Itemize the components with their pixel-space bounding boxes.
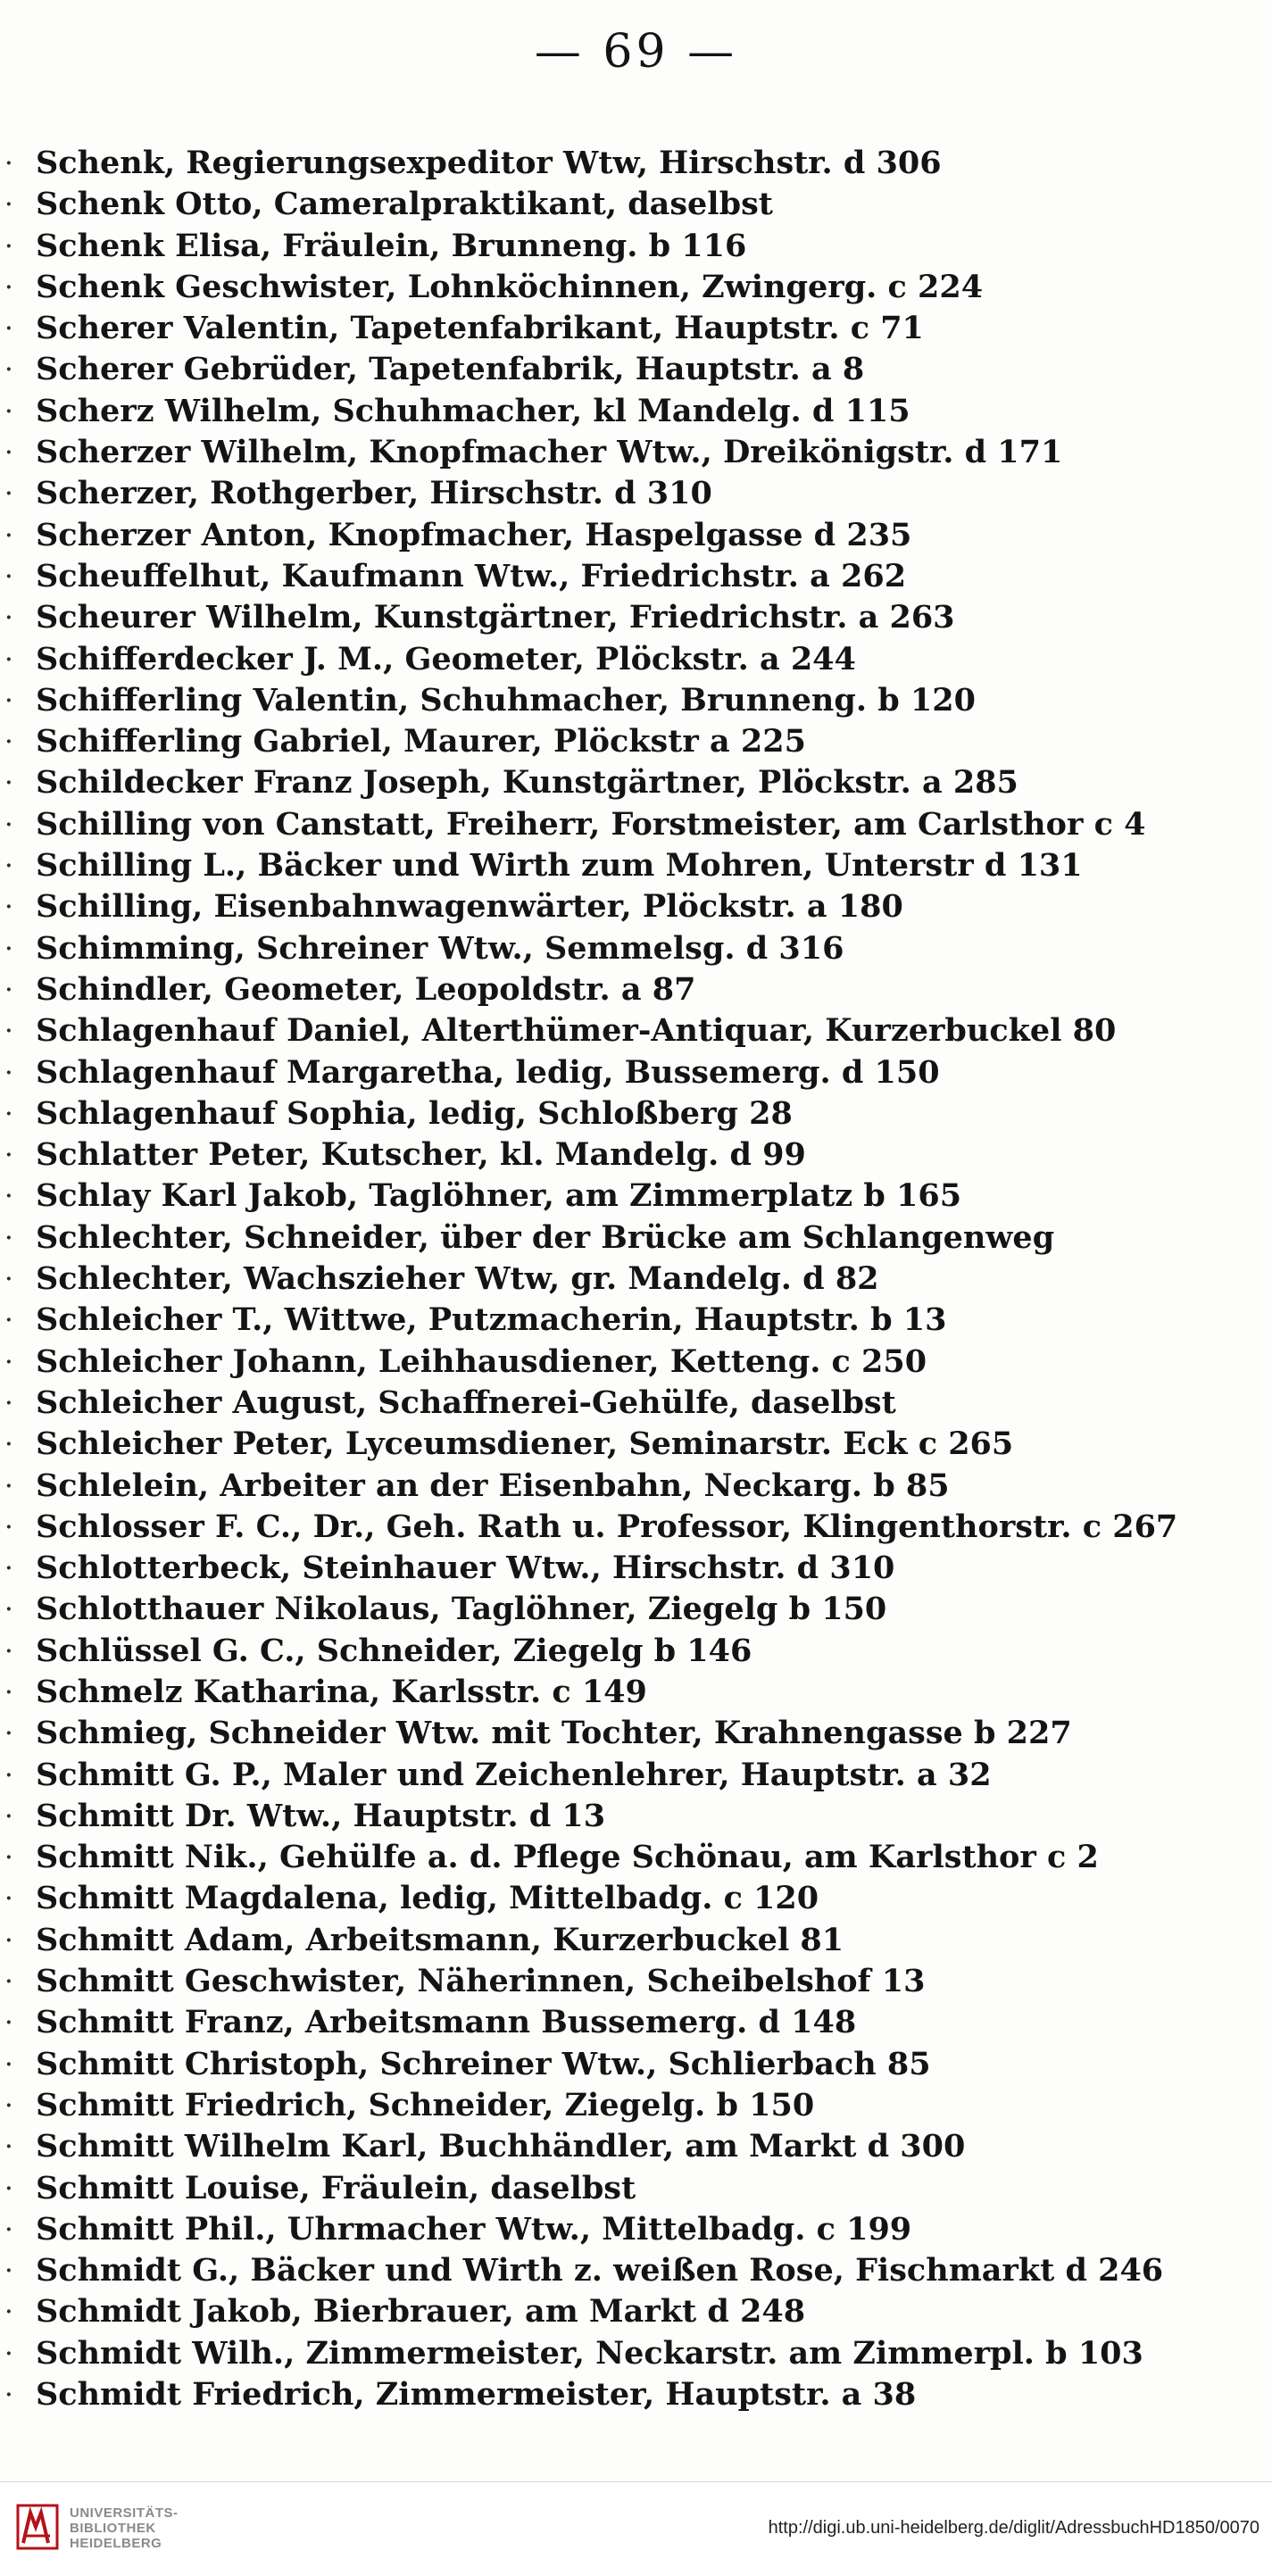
margin-mark: · xyxy=(5,1060,12,1084)
directory-entry xyxy=(5,143,1250,184)
entry-text: Schlechter, Wachszieher Wtw, gr. Mandelg. d 82 xyxy=(36,1260,879,1298)
entry-text: Schenk Elisa, Fräulein, Brunneng. b 116 xyxy=(36,227,747,264)
directory-entry xyxy=(5,2126,1250,2167)
margin-mark: · xyxy=(5,1887,12,1911)
entry-text: Schmitt Franz, Arbeitsmann Bussemerg. d 148 xyxy=(36,2004,857,2041)
entry-text: Schilling von Canstatt, Freiherr, Forstmeister, am Carlsthor c 4 xyxy=(36,805,1146,843)
directory-entry xyxy=(5,1755,1250,1796)
directory-entry xyxy=(5,721,1250,762)
entry-text: Schildecker Franz Joseph, Kunstgärtner, Plöckstr. a 285 xyxy=(36,764,1018,802)
directory-entry xyxy=(5,1672,1250,1713)
library-footer xyxy=(0,2482,1272,2576)
margin-mark: · xyxy=(5,812,12,836)
margin-mark: · xyxy=(5,1928,12,1952)
directory-entry xyxy=(5,1466,1250,1507)
directory-entry xyxy=(5,2044,1250,2085)
entry-text: Schlotterbeck, Steinhauer Wtw., Hirschstr. d 310 xyxy=(36,1550,895,1587)
entry-text: Schmitt Friedrich, Schneider, Ziegelg. b 150 xyxy=(36,2086,815,2123)
margin-mark: · xyxy=(5,1309,12,1333)
margin-mark: · xyxy=(5,1598,12,1622)
entry-text: Schindler, Geometer, Leopoldstr. a 87 xyxy=(36,970,696,1008)
margin-mark: · xyxy=(5,1350,12,1374)
directory-entry xyxy=(5,2209,1250,2250)
directory-entry xyxy=(5,2291,1250,2332)
entry-text: Schifferling Gabriel, Maurer, Plöckstr a 225 xyxy=(36,723,806,760)
entry-text: Schmitt Magdalena, ledig, Mittelbadg. c 120 xyxy=(36,1880,819,1917)
library-name-line-2: BIBLIOTHEK xyxy=(70,2521,156,2536)
margin-mark: · xyxy=(5,1391,12,1415)
margin-mark: · xyxy=(5,977,12,1001)
directory-entry xyxy=(5,1589,1250,1630)
margin-mark: · xyxy=(5,317,12,341)
margin-mark: · xyxy=(5,688,12,712)
directory-entry xyxy=(5,804,1250,845)
margin-mark: · xyxy=(5,2259,12,2283)
directory-entry xyxy=(5,1259,1250,1300)
directory-entry xyxy=(5,762,1250,803)
margin-mark: · xyxy=(5,2093,12,2117)
entry-text: Scherz Wilhelm, Schuhmacher, kl Mandelg. d 115 xyxy=(36,392,910,429)
entry-text: Schenk Geschwister, Lohnköchinnen, Zwingerg. c 224 xyxy=(36,268,984,305)
entry-text: Schmitt Adam, Arbeitsmann, Kurzerbuckel 81 xyxy=(36,1921,844,1958)
directory-entry xyxy=(5,928,1250,969)
entry-text: Scherer Gebrüder, Tapetenfabrik, Hauptstr. a 8 xyxy=(36,351,865,388)
entry-text: Schlagenhauf Daniel, Alterthümer-Antiquar, Kurzerbuckel 80 xyxy=(36,1012,1117,1050)
margin-mark: · xyxy=(5,1433,12,1457)
margin-mark: · xyxy=(5,1639,12,1663)
directory-entry xyxy=(5,349,1250,390)
entry-text: Scherzer Anton, Knopfmacher, Haspelgasse d 235 xyxy=(36,516,912,553)
entry-text: Schlagenhauf Margaretha, ledig, Bussemerg. d 150 xyxy=(36,1053,940,1091)
entry-text: Schmidt Jakob, Bierbrauer, am Markt d 248 xyxy=(36,2293,806,2331)
margin-mark: · xyxy=(5,2135,12,2159)
directory-entry xyxy=(5,556,1250,597)
margin-mark: · xyxy=(5,1184,12,1209)
entry-text: Schlechter, Schneider, über der Brücke am Schlangenweg xyxy=(36,1218,1055,1256)
entry-text: Schmitt Geschwister, Näherinnen, Scheibelshof 13 xyxy=(36,1963,926,2000)
margin-mark: · xyxy=(5,152,12,175)
margin-mark: · xyxy=(5,441,12,465)
directory-entry xyxy=(5,2333,1250,2374)
entry-text: Schenk Otto, Cameralpraktikant, daselbst xyxy=(36,186,773,223)
margin-mark: · xyxy=(5,1763,12,1787)
university-library-logo-icon xyxy=(16,2500,59,2552)
directory-entry xyxy=(5,2250,1250,2291)
directory-entry xyxy=(5,308,1250,349)
entry-text: Schlatter Peter, Kutscher, kl. Mandelg. d 99 xyxy=(36,1136,806,1174)
margin-mark: · xyxy=(5,523,12,547)
entry-text: Schlotthauer Nikolaus, Taglöhner, Ziegelg b 150 xyxy=(36,1591,887,1628)
margin-mark: · xyxy=(5,1267,12,1292)
margin-mark: · xyxy=(5,2176,12,2200)
library-name xyxy=(70,2505,179,2551)
entry-text: Schleicher Peter, Lyceumsdiener, Seminarstr. Eck c 265 xyxy=(36,1425,1014,1463)
entry-text: Schlosser F. C., Dr., Geh. Rath u. Professor, Klingenthorstr. c 267 xyxy=(36,1508,1178,1545)
margin-mark: · xyxy=(5,2217,12,2241)
page-number: — 69 — xyxy=(534,25,738,79)
entry-text: Schifferling Valentin, Schuhmacher, Brunneng. b 120 xyxy=(36,681,976,719)
directory-entry xyxy=(5,1548,1250,1589)
entry-text: Schmidt G., Bäcker und Wirth z. weißen Rose, Fischmarkt d 246 xyxy=(36,2252,1164,2289)
directory-entry xyxy=(5,1052,1250,1093)
margin-mark: · xyxy=(5,936,12,960)
entry-text: Schilling L., Bäcker und Wirth zum Mohren, Unterstr d 131 xyxy=(36,847,1083,885)
directory-entry xyxy=(5,845,1250,886)
margin-mark: · xyxy=(5,1970,12,1994)
entry-text: Schmitt Nik., Gehülfe a. d. Pflege Schönau, am Karlsthor c 2 xyxy=(36,1839,1099,1876)
margin-mark: · xyxy=(5,606,12,630)
margin-mark: · xyxy=(5,399,12,423)
entry-text: Schlay Karl Jakob, Taglöhner, am Zimmerplatz b 165 xyxy=(36,1177,962,1215)
entry-list xyxy=(5,143,1250,2415)
margin-mark: · xyxy=(5,193,12,217)
directory-entry xyxy=(5,515,1250,556)
directory-entry xyxy=(5,1713,1250,1754)
directory-entry xyxy=(5,1010,1250,1051)
margin-mark: · xyxy=(5,854,12,878)
margin-mark: · xyxy=(5,1515,12,1539)
directory-entry xyxy=(5,1507,1250,1548)
directory-entry xyxy=(5,886,1250,927)
entry-text: Schmitt Phil., Uhrmacher Wtw., Mittelbadg. c 199 xyxy=(36,2210,912,2248)
margin-mark: · xyxy=(5,2341,12,2365)
margin-mark: · xyxy=(5,730,12,754)
entry-text: Schmitt Christoph, Schreiner Wtw., Schlierbach 85 xyxy=(36,2045,931,2082)
directory-entry xyxy=(5,473,1250,514)
margin-mark: · xyxy=(5,771,12,795)
directory-entry xyxy=(5,680,1250,721)
entry-text: Schimming, Schreiner Wtw., Semmelsg. d 316 xyxy=(36,929,844,967)
margin-mark: · xyxy=(5,2383,12,2407)
directory-entry xyxy=(5,184,1250,225)
entry-text: Schmitt Dr. Wtw., Hauptstr. d 13 xyxy=(36,1797,606,1834)
directory-entry xyxy=(5,1217,1250,1259)
margin-mark: · xyxy=(5,234,12,258)
margin-mark: · xyxy=(5,1722,12,1746)
margin-mark: · xyxy=(5,275,12,299)
entry-text: Scherer Valentin, Tapetenfabrikant, Hauptstr. c 71 xyxy=(36,310,924,347)
directory-entry xyxy=(5,639,1250,680)
directory-entry xyxy=(5,1424,1250,1465)
margin-mark: · xyxy=(5,1557,12,1581)
margin-mark: · xyxy=(5,1474,12,1498)
directory-entry xyxy=(5,597,1250,638)
directory-entry xyxy=(5,1961,1250,2002)
margin-mark: · xyxy=(5,1226,12,1250)
entry-text: Schleicher Johann, Leihhausdiener, Ketteng. c 250 xyxy=(36,1342,927,1380)
library-name-line-1: UNIVERSITÄTS- xyxy=(70,2505,179,2521)
directory-entry xyxy=(5,2002,1250,2043)
directory-entry xyxy=(5,1134,1250,1176)
source-url-link[interactable]: http://digi.ub.uni-heidelberg.de/diglit/AdressbuchHD1850/0070 xyxy=(768,2518,1260,2538)
directory-entry xyxy=(5,1383,1250,1424)
directory-entry xyxy=(5,2374,1250,2415)
entry-text: Schifferdecker J. M., Geometer, Plöckstr. a 244 xyxy=(36,640,856,677)
directory-entry xyxy=(5,1342,1250,1383)
margin-mark: · xyxy=(5,1846,12,1870)
entry-text: Schmitt Louise, Fräulein, daselbst xyxy=(36,2169,636,2206)
entry-text: Schleicher August, Schaffnerei-Gehülfe, daselbst xyxy=(36,1384,896,1421)
entry-text: Schlagenhauf Sophia, ledig, Schloßberg 28 xyxy=(36,1094,793,1132)
margin-mark: · xyxy=(5,358,12,382)
entry-text: Schmelz Katharina, Karlsstr. c 149 xyxy=(36,1673,647,1710)
directory-entry xyxy=(5,1176,1250,1217)
directory-entry xyxy=(5,1631,1250,1672)
directory-entry xyxy=(5,226,1250,267)
margin-mark: · xyxy=(5,1143,12,1168)
margin-mark: · xyxy=(5,1019,12,1043)
directory-entry xyxy=(5,2168,1250,2209)
directory-entry xyxy=(5,267,1250,308)
margin-mark: · xyxy=(5,2052,12,2076)
margin-mark: · xyxy=(5,2300,12,2324)
directory-entry xyxy=(5,432,1250,473)
margin-mark: · xyxy=(5,2011,12,2035)
directory-entry xyxy=(5,1093,1250,1134)
margin-mark: · xyxy=(5,482,12,506)
directory-entry xyxy=(5,2085,1250,2126)
margin-mark: · xyxy=(5,1804,12,1828)
directory-entry xyxy=(5,1837,1250,1878)
directory-entry xyxy=(5,1796,1250,1837)
entry-text: Schmieg, Schneider Wtw. mit Tochter, Krahnengasse b 227 xyxy=(36,1715,1072,1752)
entry-text: Schenk, Regierungsexpeditor Wtw, Hirschstr. d 306 xyxy=(36,145,942,181)
margin-mark: · xyxy=(5,1101,12,1126)
entry-text: Scheurer Wilhelm, Kunstgärtner, Friedrichstr. a 263 xyxy=(36,599,955,636)
directory-entry xyxy=(5,969,1250,1010)
directory-entry xyxy=(5,1878,1250,1919)
entry-text: Scherzer Wilhelm, Knopfmacher Wtw., Dreikönigstr. d 171 xyxy=(36,434,1063,471)
margin-mark: · xyxy=(5,647,12,671)
entry-text: Schlelein, Arbeiter an der Eisenbahn, Neckarg. b 85 xyxy=(36,1467,950,1504)
entry-text: Scherzer, Rothgerber, Hirschstr. d 310 xyxy=(36,475,712,512)
entry-text: Schmitt Wilhelm Karl, Buchhändler, am Markt d 300 xyxy=(36,2128,966,2165)
directory-entry xyxy=(5,1300,1250,1341)
entry-text: Scheuffelhut, Kaufmann Wtw., Friedrichstr. a 262 xyxy=(36,557,907,594)
entry-text: Schleicher T., Wittwe, Putzmacherin, Hauptstr. b 13 xyxy=(36,1301,947,1339)
entry-text: Schlüssel G. C., Schneider, Ziegelg b 146 xyxy=(36,1632,752,1669)
entry-text: Schilling, Eisenbahnwagenwärter, Plöckstr. a 180 xyxy=(36,888,903,926)
entry-text: Schmidt Wilh., Zimmermeister, Neckarstr. am Zimmerpl. b 103 xyxy=(36,2334,1143,2372)
margin-mark: · xyxy=(5,895,12,919)
directory-entry xyxy=(5,391,1250,432)
directory-entry xyxy=(5,1920,1250,1961)
entry-text: Schmitt G. P., Maler und Zeichenlehrer, Hauptstr. a 32 xyxy=(36,1756,992,1793)
margin-mark: · xyxy=(5,564,12,588)
library-name-line-3: HEIDELBERG xyxy=(70,2536,162,2551)
entry-text: Schmidt Friedrich, Zimmermeister, Hauptstr. a 38 xyxy=(36,2376,917,2414)
margin-mark: · xyxy=(5,1680,12,1704)
